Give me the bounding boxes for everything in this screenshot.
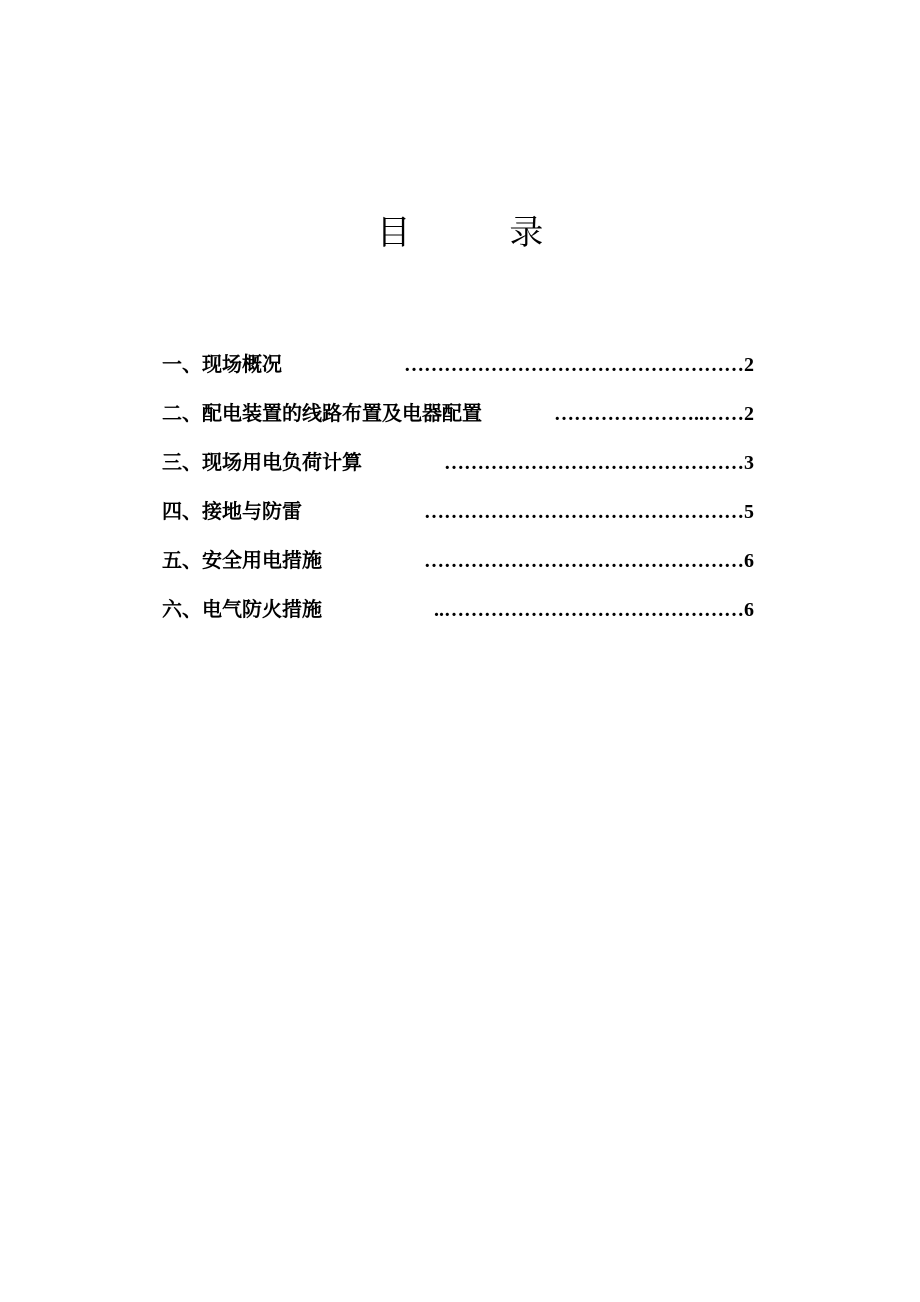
toc-entry-number: 五、	[162, 548, 202, 572]
toc-entry-number: 六、	[162, 597, 202, 621]
table-of-contents	[162, 346, 754, 640]
toc-entry-label: 配电装置的线路布置及电器配置	[202, 401, 482, 425]
toc-entry-leader: ………………………………………..	[434, 599, 744, 621]
toc-entry-leader: ………………………………………	[444, 452, 744, 474]
toc-entry-leader: …………………………………………	[424, 550, 744, 572]
toc-entry-number: 四、	[162, 499, 202, 523]
toc-entry[interactable]	[162, 493, 754, 542]
toc-entry-number: 二、	[162, 401, 202, 425]
toc-entry-leader: ……..…………………	[554, 403, 744, 425]
toc-entry[interactable]	[162, 346, 754, 395]
toc-entry-number: 一、	[162, 352, 202, 376]
toc-entry[interactable]	[162, 542, 754, 591]
toc-entry[interactable]	[162, 591, 754, 640]
toc-entry-number: 三、	[162, 450, 202, 474]
toc-entry-label: 安全用电措施	[202, 548, 322, 572]
toc-entry-label: 现场用电负荷计算	[202, 450, 362, 474]
page-title: 目 录	[376, 213, 588, 253]
toc-entry-leader: ……………………………………………	[404, 354, 744, 376]
toc-entry-label: 现场概况	[202, 352, 282, 376]
toc-entry-label: 电气防火措施	[202, 597, 322, 621]
toc-entry-page: 3	[744, 452, 754, 474]
toc-entry-page: 2	[744, 403, 754, 425]
toc-entry-page: 2	[744, 354, 754, 376]
toc-entry-page: 6	[744, 599, 754, 621]
toc-entry[interactable]	[162, 395, 754, 444]
toc-entry-label: 接地与防雷	[202, 499, 302, 523]
toc-entry-leader: …………………………………………	[424, 501, 744, 523]
toc-entry-page: 6	[744, 550, 754, 572]
toc-entry-page: 5	[744, 501, 754, 523]
toc-entry[interactable]	[162, 444, 754, 493]
